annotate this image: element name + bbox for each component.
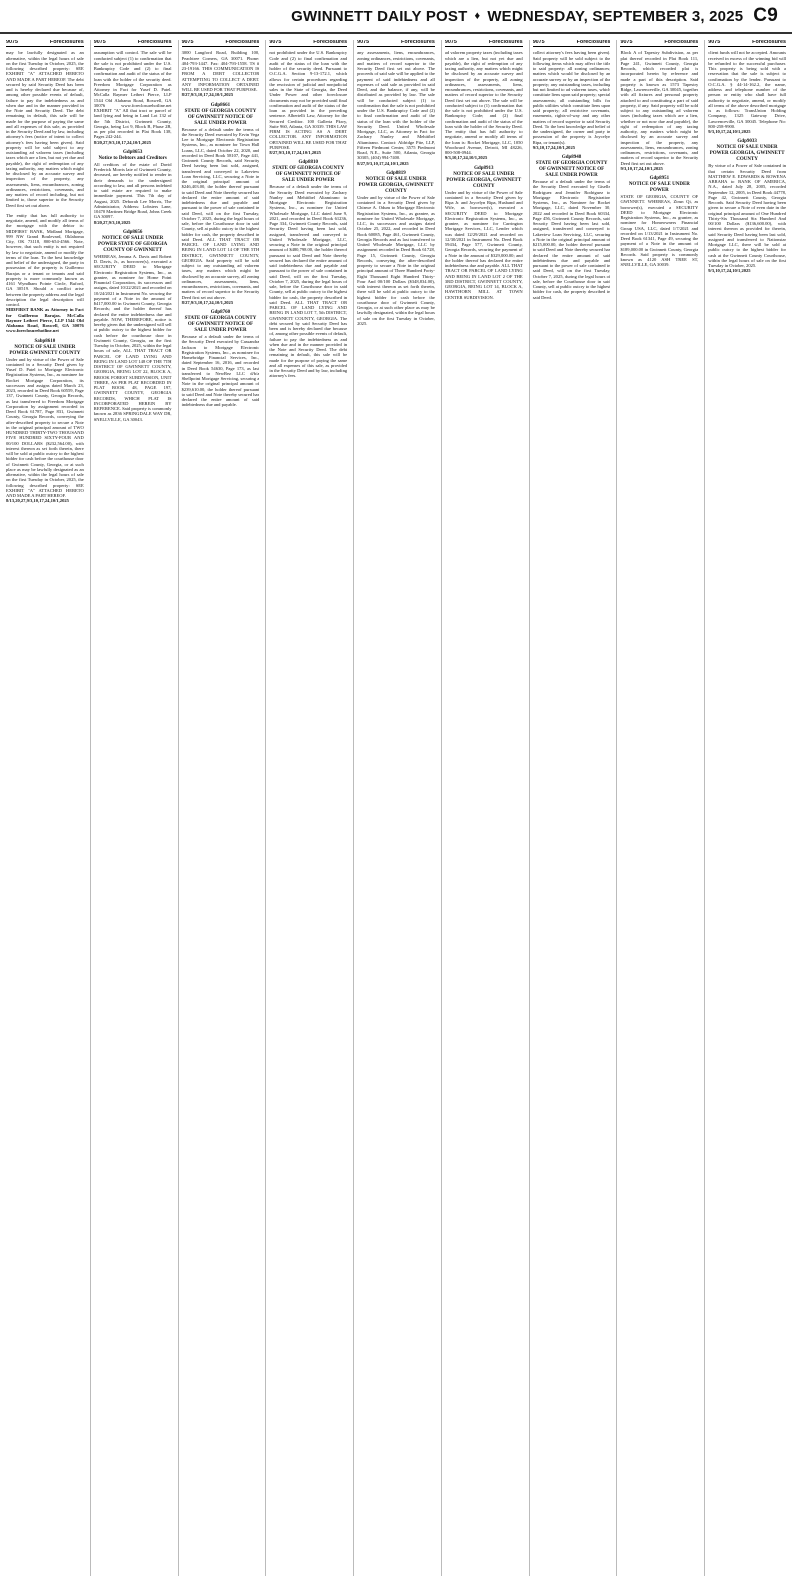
legal-notice [94, 50, 172, 145]
section-name: Foreclosures [488, 40, 523, 45]
notice-dates: 9/3,10,17,24,10/1,2025 [444, 155, 488, 161]
notice-body: WHEREAS, Jemma A. Davis and Robert D. Davis, Jr., as borrower(s), executed a SECURITY DEED to Mortgage Electronic Registration Systems, Inc., as grantee, as nominee for Home Point Financial Corporation, its successors and assigns, dated 10/22/2021 and recorded on 10/24/2021 in Instrument No. securing the payment of a Note in the amount of $417,000.00 in Gwinnett County, Georgia Records; and the holder thereof has declared the entire indebtedness due and payable. NOW, THEREFORE, notice is hereby given that the undersigned will sell at public outcry to the highest bidder for cash before the courthouse door in Gwinnett County, Georgia, on the first Tuesday in October, 2025, within the legal hours of sale, ALL THAT TRACT OR PARCEL OF LAND LYING AND BEING IN LAND LOT 148 OF THE 7TH DISTRICT OF GWINNETT COUNTY, GEORGIA, BEING LOT 22, BLOCK A, BROOK FOREST SUBDIVISION, UNIT THREE, AS PER PLAT RECORDED IN PLAT BOOK 48, PAGE 197, GWINNETT COUNTY, GEORGIA RECORDS, WHICH PLAT IS INCORPORATED HEREIN BY REFERENCE. Said property is commonly known as 2836 SPRINGDALE WAY DR, SNELLVILLE, GA 30043. [93, 253, 172, 422]
notice-id: Gdp9033 [737, 139, 757, 145]
notice-body: any assessments, liens, encumbrances, zoning ordinances, restrictions, covenants, and matters of record superior to the Security Deed first set out above. The proceeds of said sale will be applied to the payment of said indebtedness and all expenses of said sale as provided in said Deed, and the balance, if any, will be distributed as provided by law. The sale will be conducted subject (1) to confirmation that the sale is not prohibited under the U.S. Bankruptcy Code and (2) to final confirmation and audit of the status of the loan with the holder of the Security Deed. United Wholesale Mortgage, LLC, as Attorney in Fact for Zachary Nunley and Mehitibel Altamirano. Contact: Aldridge Pite, LLP, Fifteen Piedmont Center, 3575 Piedmont Road, N.E., Suite 500, Atlanta, Georgia 30305, (404) 994-7400. [357, 50, 435, 161]
section-name: Foreclosures [137, 40, 172, 45]
legal-notice [6, 50, 84, 208]
notice-title: STATE OF GEORGIA COUNTY OF GWINNETT NOTICE OF SALE UNDER POWER [184, 316, 257, 333]
legal-notice [94, 150, 172, 225]
notice-dates: 8/27,9/3,10,17,24,10/1,2025 [181, 299, 234, 305]
legal-notice [182, 103, 260, 306]
column-header [357, 40, 435, 47]
column-header [533, 40, 611, 47]
notice-title: NOTICE OF SALE UNDER POWER STATE OF GEORGIA COUNTY OF GWINNETT [98, 235, 168, 253]
notice-dates: MIDFIRST BANK as Attorney in Fact for Guillermo Barajas. McCalla Raymer Leibert Pierce, LLP 1544 Old Alabama Road, Roswell, GA 30076 www.foreclosurehotline.net [6, 307, 84, 334]
column-header [445, 40, 523, 47]
notice-body: Block A of Tapestry Subdivision, as per plat thereof recorded in Plat Book 111, Page 241, Gwinnett County, Georgia Records, which recorded plat is incorporated herein by reference and made a part of this description. Said property is known as 1573 Tapestry Ridge, Lawrenceville, GA 30045, together with all fixtures and personal property attached to and constituting a part of said property, if any. Said property will be sold subject to any outstanding ad valorem taxes (including taxes which are a lien, whether or not now due and payable), the right of redemption of any taxing authority, any matters which might be disclosed by an accurate survey and inspection of the property, any assessments, liens, encumbrances, zoning ordinances, restrictions, covenants, and matters of record superior to the Security Deed first set out above. [620, 50, 699, 166]
section-name: Foreclosures [752, 40, 786, 45]
legal-notice [94, 230, 172, 422]
notice-dates: 9/3,10,17,24,10/1,2025 [620, 165, 663, 171]
section-code: 9075 [181, 40, 194, 45]
notice-title: Notice to Debtors and Creditors [98, 155, 167, 161]
notice-dates: 8/13,20,27,9/3,10,17,24,10/1,2025 [6, 498, 69, 504]
notice-dates: 8/27,9/3,10,17,24,10/1,2025 [357, 160, 409, 166]
column-3 [178, 40, 260, 1576]
section-code: 9075 [357, 40, 370, 45]
column-header [708, 40, 786, 47]
notice-title: STATE OF GEORGIA COUNTY OF GWINNETT NOTICE OF SALE UNDER POWER [535, 161, 608, 178]
notice-title: NOTICE OF SALE UNDER POWER GWINNETT COUNTY [9, 344, 81, 356]
section-name: Foreclosures [664, 40, 699, 45]
notice-title: NOTICE OF SALE UNDER POWER GEORGIA, GWINNETT COUNTY [446, 171, 522, 189]
page-header [0, 0, 792, 34]
notice-dates: 9/3,10,17,24,10/1,2025 [708, 129, 751, 134]
notice-id: Gdp8656 [122, 229, 143, 235]
column-1 [6, 40, 84, 1576]
notice-body: assumption will control. The sale will be conducted subject (1) to confirmation that the sale is not prohibited under the U.S. Bankruptcy Code and (2) to final confirmation and audit of the status of the loan with the holder of the security deed. Freedom Mortgage Corporation as Attorney in Fact for Yusef D. Patel. McCalla Raymer Leibert Pierce, LLP 1544 Old Alabama Road, Roswell, GA 30076 www.foreclosurehotline.net EXHIBIT "A" All that tract or parcel of land lying and being in Land Lot 132 of the 5th District, Gwinnett County, Georgia, being Lot 9, Block B, Phase 2B, as per plat recorded in Plat Book 138, Pages 242-244. [93, 50, 172, 140]
legal-notice [182, 50, 260, 97]
legal-notice [6, 339, 84, 504]
notice-body: STATE OF GEORGIA, COUNTY OF GWINNETT. WHEREAS, Zirun Qi, as borrower(s), executed a SECURITY DEED to Mortgage Electronic Registration Systems, Inc., as grantee, as nominee for Homeowners Financial Group USA, LLC, dated 1/7/2021 and recorded on 1/13/2021 in Instrument No. Deed Book 61341, Page 49, securing the payment of a Note in the amount of $189,000.00 in Gwinnett County, Georgia Records. Said property is commonly known as 4120 ASH TREE ST, SNELLVILLE, GA 30039. [620, 194, 699, 268]
column-4 [265, 40, 347, 1576]
legal-notice [445, 50, 523, 160]
notice-dates: 8/20,27,9/3,10,2025 [93, 219, 131, 225]
notice-body: The entity that has full authority to negotiate, amend, and modify all terms of the mortgage with the debtor is: MIDFIRST BANK, Midland Mortgage, 999 NW Grand Boulevard, Oklahoma City, OK 73118, 800-654-4566. Note, however, that such entity is not required by law to negotiate, amend or modify the terms of the loan. To the best knowledge and belief of the undersigned, the party in possession of the property is Guillermo Barajas or a tenant or tenants and said property is more commonly known as 4161 Wyndham Pointe Circle, Buford, GA 30519. Should a conflict arise between the property address and the legal description the legal description will control. [6, 212, 84, 307]
notice-title: NOTICE OF SALE UNDER POWER [628, 182, 690, 193]
legal-notice [357, 50, 435, 166]
classified-columns [6, 40, 786, 1576]
section-code: 9075 [708, 40, 721, 45]
notice-id: Gdp8951 [649, 176, 670, 181]
notice-body: not prohibited under the U.S. Bankruptcy Code and (2) to final confirmation and audit of the status of the loan with the holder of the security deed. Pursuant to O.C.G.A. Section 9-13-172.1, which allows for certain procedures regarding the rescission of judicial and nonjudicial sales in the State of Georgia, the Deed Under Power and other foreclosure documents may not be provided until final confirmation and audit of the status of the loan as provided in the preceding sentence. Albertelli Law, Attorney for the Secured Creditor. 100 Galleria Pkwy, Suite 960, Atlanta, GA 30339. THIS LAW FIRM IS ACTING AS A DEBT COLLECTOR. ANY INFORMATION OBTAINED WILL BE USED FOR THAT PURPOSE. [269, 50, 348, 150]
notice-id: Sabp8610 [34, 338, 56, 344]
notice-body: may be lawfully designated as an alternative, within the legal hours of sale on the first Tuesday in October, 2025, the following described property: SEE EXHIBIT "A" ATTACHED HERETO AND MADE A PART HEREOF. The debt secured by said Security Deed has been and is hereby declared due because of, among other possible events of default, failure to pay the indebtedness as and when due and in the manner provided in the Note and Security Deed. The debt remaining in default, this sale will be made for the purpose of paying the same and all expenses of this sale, as provided in the Security Deed and by law, including attorney's fees (notice of intent to collect attorney's fees having been given). Said property will be sold subject to any outstanding ad valorem taxes (including taxes which are a lien, but not yet due and payable), the right of redemption of any taxing authority, any matters which might be disclosed by an accurate survey and inspection of the property, any assessments, liens, encumbrances, zoning ordinances, restrictions, covenants, and any matters of record including, but not limited to, those superior to the Security Deed first set out above. [6, 50, 84, 208]
notice-body: Because of a default under the terms of the Security Deed executed by Cassandra Jackson to Mortgage Electronic Registration Systems, Inc., as nominee for Homebridge Financial Services, Inc., dated September 16, 2016, and recorded in Deed Book 54630, Page 173, as last transferred to NewRez LLC d/b/a Shellpoint Mortgage Servicing, securing a Note in the original principal amount of $239,610.00, the holder thereof pursuant to said Deed and Note thereby secured has declared the entire amount of said indebtedness due and payable. [181, 334, 260, 408]
notice-id: Gdp8653 [122, 149, 143, 155]
notice-id: Gdp8948 [561, 155, 582, 160]
section-name: Foreclosures [49, 40, 84, 45]
notice-id: Gdp8810 [298, 160, 318, 166]
notice-dates: 9/3,10,17,24,10/1,2025 [532, 144, 575, 150]
notice-body: collect attorney's fees having been given). Said property will be sold subject to the following items which may affect the title to said property: all zoning ordinances; matters which would be disclosed by an accurate survey or by an inspection of the property; any outstanding taxes, including but not limited to ad valorem taxes, which constitute liens upon said property; special assessments; all outstanding bills for public utilities which constitute liens upon said property; all restrictive covenants, easements, rights-of-way and any other matters of record superior to said Security Deed. To the best knowledge and belief of the undersigned, the owner and party in possession of the property is Joycelyn Ripa, or tenant(s). [532, 50, 611, 145]
column-5 [353, 40, 435, 1576]
notice-body: Under and by virtue of the Power of Sale contained in a Security Deed given by Yusef D. Patel to Mortgage Electronic Registration Systems, Inc., as nominee for Rocket Mortgage Corporation, its successors and assigns dated March 23, 2023, recorded in Deed Book 60559, Page 137, Gwinnett County, Georgia Records, as last transferred to Freedom Mortgage Corporation by assignment recorded in Deed Book 61787, Page 831, Gwinnett County, Georgia Records, conveying the after-described property to secure a Note in the original principal amount of TWO HUNDRED THIRTY-TWO THOUSAND FIVE HUNDRED SIXTY-FOUR AND 00/100 DOLLARS ($232,564.00), with interest thereon as set forth therein, there will be sold at public outcry to the highest bidder for cash before the courthouse door of Gwinnett County, Georgia, or at such place as may be lawfully designated as an alternative, within the legal hours of sale on the first Tuesday in October, 2025, the following described property: SEE EXHIBIT "A" ATTACHED HERETO AND MADE A PART HEREOF. [6, 356, 84, 498]
notice-body: Because of a default under the terms of the Security Deed executed by Zachary Nunley and Mehitibel Altamirano to Mortgage Electronic Registration Systems, Inc., as nominee for United Wholesale Mortgage, LLC dated June 9, 2021, and recorded in Deed Book 61236, Page 334, Gwinnett County Records, said Security Deed having been last sold, assigned, transferred and conveyed to United Wholesale Mortgage, LLC, securing a Note in the original principal amount of $480,798.00, the holder thereof pursuant to said Deed and Note thereby secured has declared the entire amount of said indebtedness due and payable and pursuant to the power of sale contained in said Deed, will on the first Tuesday, October 7, 2025, during the legal hours of sale, before the Courthouse door in said County, sell at public outcry to the highest bidder for cash, the property described in said Deed. ALL THAT TRACT OR PARCEL OF LAND LYING AND BEING IN LAND LOT 7, 5th DISTRICT, GWINNETT COUNTY, GEORGIA. The debt secured by said Security Deed has been and is hereby declared due because of, among other possible events of default, failure to pay the indebtedness as and when due and in the manner provided in the Note and Security Deed. The debt remaining in default, this sale will be made for the purpose of paying the same and all expenses of this sale, as provided in the Security Deed and by law, including attorney's fees. [269, 184, 348, 379]
notice-title: STATE OF GEORGIA COUNTY OF GWINNETT NOTICE OF SALE UNDER POWER [184, 108, 257, 126]
column-header [182, 40, 260, 47]
column-7 [529, 40, 611, 1576]
page-number: C9 [753, 5, 778, 26]
notice-body: 3000 Langford Road, Building 100, Peachtree Corners, GA 30071. Phone: 404-793-1447. Fax: 404-793-1558. TS # 23-19166. THIS COMMUNICATION IS FROM A DEBT COLLECTOR ATTEMPTING TO COLLECT A DEBT. ANY INFORMATION OBTAINED WILL BE USED FOR THAT PURPOSE. [181, 50, 260, 92]
publication-date: WEDNESDAY, SEPTEMBER 3, 2025 [487, 7, 744, 25]
notice-id: Gdp8819 [386, 170, 406, 176]
notice-id: Gdp8760 [210, 310, 231, 315]
legal-notice [620, 50, 698, 171]
column-8 [616, 40, 698, 1576]
notice-dates: 8/27,9/3,10,17,24,10/1,2025 [181, 92, 234, 98]
notice-dates: 8/27,9/3,10,17,24,10/1,2025 [269, 150, 321, 155]
notice-body: client funds will not be accepted. Amounts received in excess of the winning bid will be refunded to the successful purchaser. This property is being sold with a reservation that the sale is subject to confirmation by the lender. Pursuant to O.C.G.A. § 44-14-162.2, the name, address and telephone number of the person or entity who shall have full authority to negotiate, amend, or modify all terms of the above described mortgage is as follows: TransUnion Holding Company, 1325 Gateway Drive, Lawrenceville, GA 30045. Telephone No: 800-258-9900. [708, 50, 786, 129]
legal-notice [269, 50, 347, 155]
notice-title: STATE OF GEORGIA COUNTY OF GWINNETT NOTICE OF SALE UNDER POWER [272, 166, 345, 184]
legal-notice [533, 50, 611, 150]
section-code: 9075 [444, 40, 457, 45]
notice-title: NOTICE OF SALE UNDER POWER GEORGIA, GWINNETT COUNTY [358, 176, 434, 194]
column-header [94, 40, 172, 47]
publication-name: GWINNETT DAILY POST [291, 7, 468, 25]
section-name: Foreclosures [225, 40, 260, 45]
legal-notice [445, 166, 523, 300]
column-9 [704, 40, 786, 1576]
legal-notice [182, 310, 260, 408]
legal-notice [620, 176, 698, 268]
legal-notice [357, 171, 435, 326]
section-name: Foreclosures [401, 40, 435, 45]
legal-notice [708, 139, 786, 273]
diamond-icon: ♦ [474, 10, 481, 22]
notice-body: All creditors of the estate of David Frederick Morris late of Gwinnett County, deceased, are hereby notified to render in their demands to the undersigned according to law, and all persons indebted to said estate are required to make immediate payment. This 7th day of August, 2025. Deborah Lee Morris, The Administrator, Address: Lobsters Lane, 10470 Martinez Bridge Road, Johns Creek GA 30097. [93, 161, 172, 220]
section-code: 9075 [532, 40, 545, 45]
legal-notice [269, 160, 347, 378]
section-code: 9075 [269, 40, 282, 45]
notice-dates: 8/20,27,9/3,10,17,24,10/1,2025 [93, 139, 151, 145]
column-header [6, 40, 84, 47]
section-name: Foreclosures [313, 40, 348, 45]
notice-dates: 9/3,10,17,24,10/1,2025 [708, 268, 751, 274]
section-code: 9075 [93, 40, 106, 45]
legal-notice [533, 155, 611, 300]
column-header [269, 40, 347, 47]
notice-body: Because of a default under the terms of the Security Deed executed by Ervin Vega Lee to Mortgage Electronic Registration Systems, Inc., as nominee for Town Hall Loans, LLC, dated October 22, 2020, and recorded in Deed Book 58107, Page 441, Gwinnett County Records, said Security Deed having been last sold, assigned, transferred and conveyed to Lakeview Loan Servicing, LLC, securing a Note in the original principal amount of $246,403.00, the holder thereof pursuant to said Deed and Note thereby secured has declared the entire amount of said indebtedness due and payable and pursuant to the power of sale contained in said Deed, will on the first Tuesday, October 7, 2025, during the legal hours of sale, before the Courthouse door in said County, sell at public outcry to the highest bidder for cash, the property described in said Deed. ALL THAT TRACT OR PARCEL OF LAND LYING AND BEING IN LAND LOT 14 OF THE 5TH DISTRICT, GWINNETT COUNTY, GEORGIA. Said property will be sold subject to any outstanding ad valorem taxes, any matters which might be disclosed by an accurate survey, all zoning ordinances, assessments, liens, encumbrances, restrictions, covenants, and matters of record superior to the Security Deed first set out above. [181, 126, 260, 300]
column-header [620, 40, 698, 47]
column-2 [90, 40, 172, 1576]
notice-body: Because of a default under the terms of the Security Deed executed by Giselle Rodriguez and Jennifer Rodriguez to Mortgage Electronic Registration Systems, Inc., as Nominee for Rocket Mortgage, LLC, dated November 30, 2022 and recorded in Deed Book 60334, Page 456, Gwinnett County Records, said Security Deed having been last sold, assigned, transferred and conveyed to Lakeview Loan Servicing, LLC, securing a Note in the original principal amount of $215,000.00, the holder thereof pursuant to said Deed and Note thereby secured has declared the entire amount of said indebtedness due and payable and pursuant to the power of sale contained in said Deed, will on the first Tuesday, October 7, 2025, during the legal hours of sale, before the Courthouse door in said County, sell at public outcry to the highest bidder for cash, the property described in said Deed. [532, 179, 611, 300]
notice-body: By virtue of a Power of Sale contained in that certain Security Deed from MATTHEW E. EDWARDS & ROWENA ABRAHA to BANK OF AMERICA, N.A., dated July 28, 2005, recorded September 12, 2005, in Deed Book 44778, Page 42, Gwinnett County, Georgia Records. Said Security Deed having been given to secure a Note of even date in the original principal amount of One Hundred Thirty-Six Thousand Six Hundred And 00/100 Dollars ($136,600.00), with interest thereon as provided for therein, said Security Deed having been last sold, assigned and transferred to Nationstar Mortgage LLC, there will be sold at public outcry to the highest bidder for cash at the Gwinnett County Courthouse, within the legal hours of sale on the first Tuesday in October, 2025. [708, 163, 786, 268]
section-code: 9075 [620, 40, 633, 45]
notice-body: ad valorem property taxes (including taxes which are a lien, but not yet due and payable), the right of redemption of any taxing authority, any matters which might be disclosed by an accurate survey and inspection of the property, all zoning ordinances, assessments, liens, encumbrances, restrictions, covenants, and matters of record superior to the Security Deed first set out above. The sale will be conducted subject to (1) confirmation that the sale is not prohibited under the U.S. Bankruptcy Code; and (2) final confirmation and audit of the status of the loan with the holder of the Security Deed. The entity that has full authority to negotiate, amend or modify all terms of the loan is: Rocket Mortgage, LLC, 1050 Woodward Avenue, Detroit, MI 48226, 800-508-0944. [444, 50, 523, 155]
notice-title: NOTICE OF SALE UNDER POWER GEORGIA, GWINNETT COUNTY [709, 145, 785, 163]
legal-notice [6, 213, 84, 334]
notice-id: Gdp8661 [210, 102, 231, 108]
section-code: 9075 [6, 40, 18, 45]
notice-body: Under and by virtue of the Power of Sale contained in a Security Deed given by Ripa Jr. and Joycelyn Ripa, Husband and Wife, as borrower(s), executed a SECURITY DEED to Mortgage Electronic Registration Systems, Inc., as grantee, as nominee for Carrington Mortgage Services, LLC, Lender which was dated 12/29/2021 and recorded on 12/30/2021 in Instrument No. Deed Book 59434, Page 577, Gwinnett County, Georgia Records, securing the payment of a Note in the amount of $329,000.00; and the holder thereof has declared the entire indebtedness due and payable. ALL THAT TRACT OR PARCEL OF LAND LYING AND BEING IN LAND LOT 2 OF THE 3RD DISTRICT, GWINNETT COUNTY, GEORGIA, BEING LOT 14, BLOCK A, HAWTHORN MILL AT TOWN CENTER SUBDIVISION. [444, 189, 523, 300]
section-name: Foreclosures [576, 40, 611, 45]
legal-notice [708, 50, 786, 134]
notice-body: Under and by virtue of the Power of Sale contained in a Security Deed given by Chinwe A. Odum to Mortgage Electronic Registration Systems, Inc., as grantee, as nominee for United Wholesale Mortgage, LLC, its successors and assigns dated October 25, 2022, and recorded in Deed Book 60085, Page 461, Gwinnett County, Georgia Records and as last transferred to United Wholesale Mortgage, LLC by assignment recorded in Deed Book 61728, Page 15, Gwinnett County, Georgia Records, conveying the after-described property to secure a Note in the original principal amount of Three Hundred Forty-Eight Thousand Eight Hundred Thirty-Four And 00/100 Dollars ($348,834.00), with interest thereon as set forth therein, there will be sold at public outcry to the highest bidder for cash before the courthouse door of Gwinnett County, Georgia, or at such other place as may be lawfully designated, within the legal hours of sale on the first Tuesday in October, 2025. [357, 194, 435, 326]
notice-id: Gdp8913 [474, 165, 494, 171]
column-6 [441, 40, 523, 1576]
